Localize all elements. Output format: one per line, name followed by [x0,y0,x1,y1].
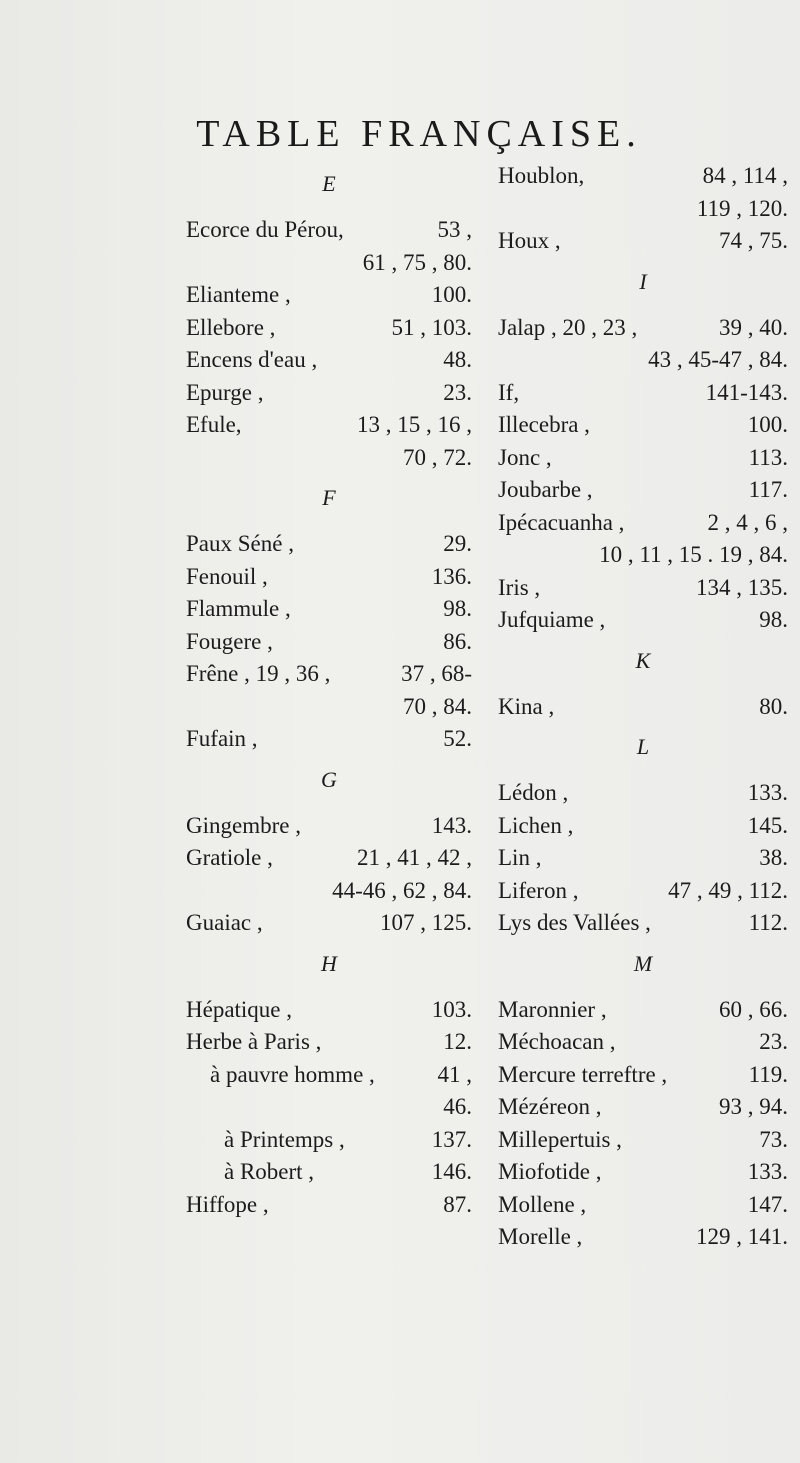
entry-pages: 53 , [437,217,472,242]
index-entry [186,1026,472,1059]
entry-pages: 107 , 125. [380,910,472,935]
section-letter: I [639,268,647,294]
entry-pages: 39 , 40. [719,314,788,340]
entry-pages: 98. [759,607,788,632]
entry-pages: 23. [443,379,472,405]
index-entry [498,842,788,875]
entry-pages: 103. [431,996,472,1022]
entry-term: Kina , [498,693,555,719]
index-column-left [186,160,472,1221]
index-entry [186,1124,472,1157]
entry-pages: 38. [759,845,788,870]
index-entry [498,225,788,258]
index-entry-continuation [498,344,788,377]
entry-pages: 98. [443,596,472,621]
index-entry [498,160,788,193]
index-entry [498,377,788,410]
entry-pages: 86. [443,628,472,654]
index-entry [186,1156,472,1189]
entry-term: Guaiac , [186,910,263,935]
entry-pages: 41 , [437,1061,472,1087]
entry-term: Houx , [498,228,561,253]
entry-pages: 141-143. [705,379,788,405]
entry-pages: 44-46 , 62 , 84. [332,877,472,903]
entry-pages: 136. [431,563,472,589]
entry-pages: 133. [747,1159,788,1184]
entry-term: Ipécacuanha , [498,509,625,535]
index-entry-continuation [498,193,788,226]
index-entry [498,507,788,540]
entry-term: Lys des Vallées , [498,910,651,935]
entry-pages: 147. [747,1191,788,1217]
entry-pages: 60 , 66. [719,996,788,1022]
entry-term: Jalap , 20 , 23 , [498,314,638,340]
entry-pages: 70 , 72. [403,444,472,470]
entry-term: Mercure terreftre , [498,1061,668,1087]
entry-pages: 46. [443,1094,472,1119]
entry-term: Maronnier , [498,996,607,1022]
index-entry [186,842,472,875]
index-entry [498,572,788,605]
entry-term: à Robert , [224,1159,315,1184]
entry-term: Hépatique , [186,996,293,1022]
index-entry [186,593,472,626]
entry-pages: 129 , 141. [696,1224,788,1249]
index-entry [498,442,788,475]
entry-pages: 113. [748,444,788,470]
index-entry [498,777,788,810]
entry-term: Ellebore , [186,314,276,340]
entry-pages: 52. [443,726,472,751]
entry-pages: 134 , 135. [696,574,788,600]
entry-term: Gingembre , [186,812,301,838]
entry-pages: 23. [759,1029,788,1054]
index-column-right [498,160,788,1254]
entry-pages: 119. [748,1061,788,1087]
entry-term: Elianteme , [186,282,291,307]
entry-pages: 133. [747,780,788,805]
index-entry [186,723,472,756]
entry-term: Encens d'eau , [186,347,318,372]
entry-term: Millepertuis , [498,1126,622,1152]
index-entry [186,279,472,312]
entry-term: Lédon , [498,780,569,805]
entry-term: Flammule , [186,596,291,621]
index-entry-continuation [186,442,472,475]
index-entry [186,344,472,377]
entry-pages: 61 , 75 , 80. [362,249,472,275]
entry-term: Fenouil , [186,563,268,589]
entry-term: Joubarbe , [498,477,593,502]
entry-pages: 37 , 68- [401,661,472,686]
entry-term: Frêne , 19 , 36 , [186,661,331,686]
index-entry [498,474,788,507]
entry-pages: 48. [443,347,472,372]
entry-term: Mollene , [498,1191,587,1217]
entry-pages: 70 , 84. [403,693,472,719]
index-entry [498,409,788,442]
entry-term: Lichen , [498,812,574,838]
entry-term: Paux Séné , [186,531,294,556]
index-entry [498,1026,788,1059]
index-entry [498,691,788,724]
entry-term: Méchoacan , [498,1029,616,1054]
index-entry [186,528,472,561]
entry-pages: 146. [431,1159,472,1184]
entry-pages: 12. [443,1029,472,1054]
index-entry [498,1221,788,1254]
entry-term: If, [498,379,520,405]
index-entry [498,875,788,908]
index-entry-continuation [186,875,472,908]
entry-pages: 47 , 49 , 112. [668,877,788,903]
entry-pages: 21 , 41 , 42 , [357,845,472,870]
entry-term: à Printemps , [224,1126,345,1152]
entry-term: Houblon, [498,163,585,188]
index-entry [498,994,788,1027]
section-letter: G [321,766,337,792]
index-entry [186,561,472,594]
entry-pages: 29. [443,531,472,556]
entry-term: Mézéreon , [498,1094,602,1119]
entry-term: Lin , [498,845,542,870]
index-entry [498,1059,788,1092]
entry-term: Illecebra , [498,412,590,437]
entry-pages: 13 , 15 , 16 , [357,412,472,437]
entry-pages: 100. [747,412,788,437]
entry-pages: 2 , 4 , 6 , [707,509,788,535]
entry-term: Gratiole , [186,845,273,870]
section-letter: K [635,647,651,673]
section-letter: F [322,485,336,510]
section-letter: M [633,950,653,976]
index-entry [186,409,472,442]
section-letter: H [321,950,337,976]
entry-pages: 51 , 103. [391,314,472,340]
index-entry-continuation [186,247,472,280]
page-title: TABLE FRANÇAISE. [196,113,642,155]
entry-pages: 74 , 75. [719,228,788,253]
entry-term: Liferon , [498,877,579,903]
index-entry [498,1091,788,1124]
entry-pages: 112. [748,910,788,935]
entry-pages: 100. [431,282,472,307]
index-entry [186,214,472,247]
entry-term: à pauvre homme , [210,1061,375,1087]
entry-pages: 84 , 114 , [702,163,788,188]
entry-pages: 137. [431,1126,472,1152]
entry-pages: 145. [747,812,788,838]
index-entry [186,312,472,345]
index-entry [498,810,788,843]
entry-term: Efule, [186,412,242,437]
entry-term: Jufquiame , [498,607,606,632]
entry-term: Iris , [498,574,541,600]
index-entry [186,1189,472,1222]
index-entry [186,907,472,940]
entry-term: Hiffope , [186,1191,269,1217]
entry-term: Herbe à Paris , [186,1029,322,1054]
entry-term: Miofotide , [498,1159,602,1184]
entry-pages: 87. [443,1191,472,1217]
index-entry [498,1189,788,1222]
entry-pages: 119 , 120. [696,195,788,221]
entry-pages: 73. [759,1126,788,1152]
index-entry [186,658,472,691]
section-letter: L [636,734,650,759]
entry-pages: 117. [748,477,788,502]
entry-term: Ecorce du Pérou, [186,217,344,242]
index-entry [186,626,472,659]
index-entry [498,312,788,345]
index-entry [498,1124,788,1157]
index-entry [186,810,472,843]
entry-term: Fougere , [186,628,273,654]
index-entry [498,907,788,940]
entry-pages: 93 , 94. [719,1094,788,1119]
index-entry-continuation [498,539,788,572]
entry-pages: 10 , 11 , 15 . 19 , 84. [599,542,788,567]
entry-term: Morelle , [498,1224,583,1249]
index-entry [186,994,472,1027]
entry-pages: 43 , 45-47 , 84. [648,347,788,372]
section-letter: E [322,171,336,196]
entry-pages: 80. [759,693,788,719]
entry-term: Jonc , [498,444,552,470]
entry-term: Fufain , [186,726,258,751]
index-entry [186,377,472,410]
index-entry [498,604,788,637]
index-entry-continuation [186,1091,472,1124]
entry-pages: 143. [431,812,472,838]
index-entry [186,1059,472,1092]
entry-term: Epurge , [186,379,264,405]
index-entry-continuation [186,691,472,724]
index-entry [498,1156,788,1189]
